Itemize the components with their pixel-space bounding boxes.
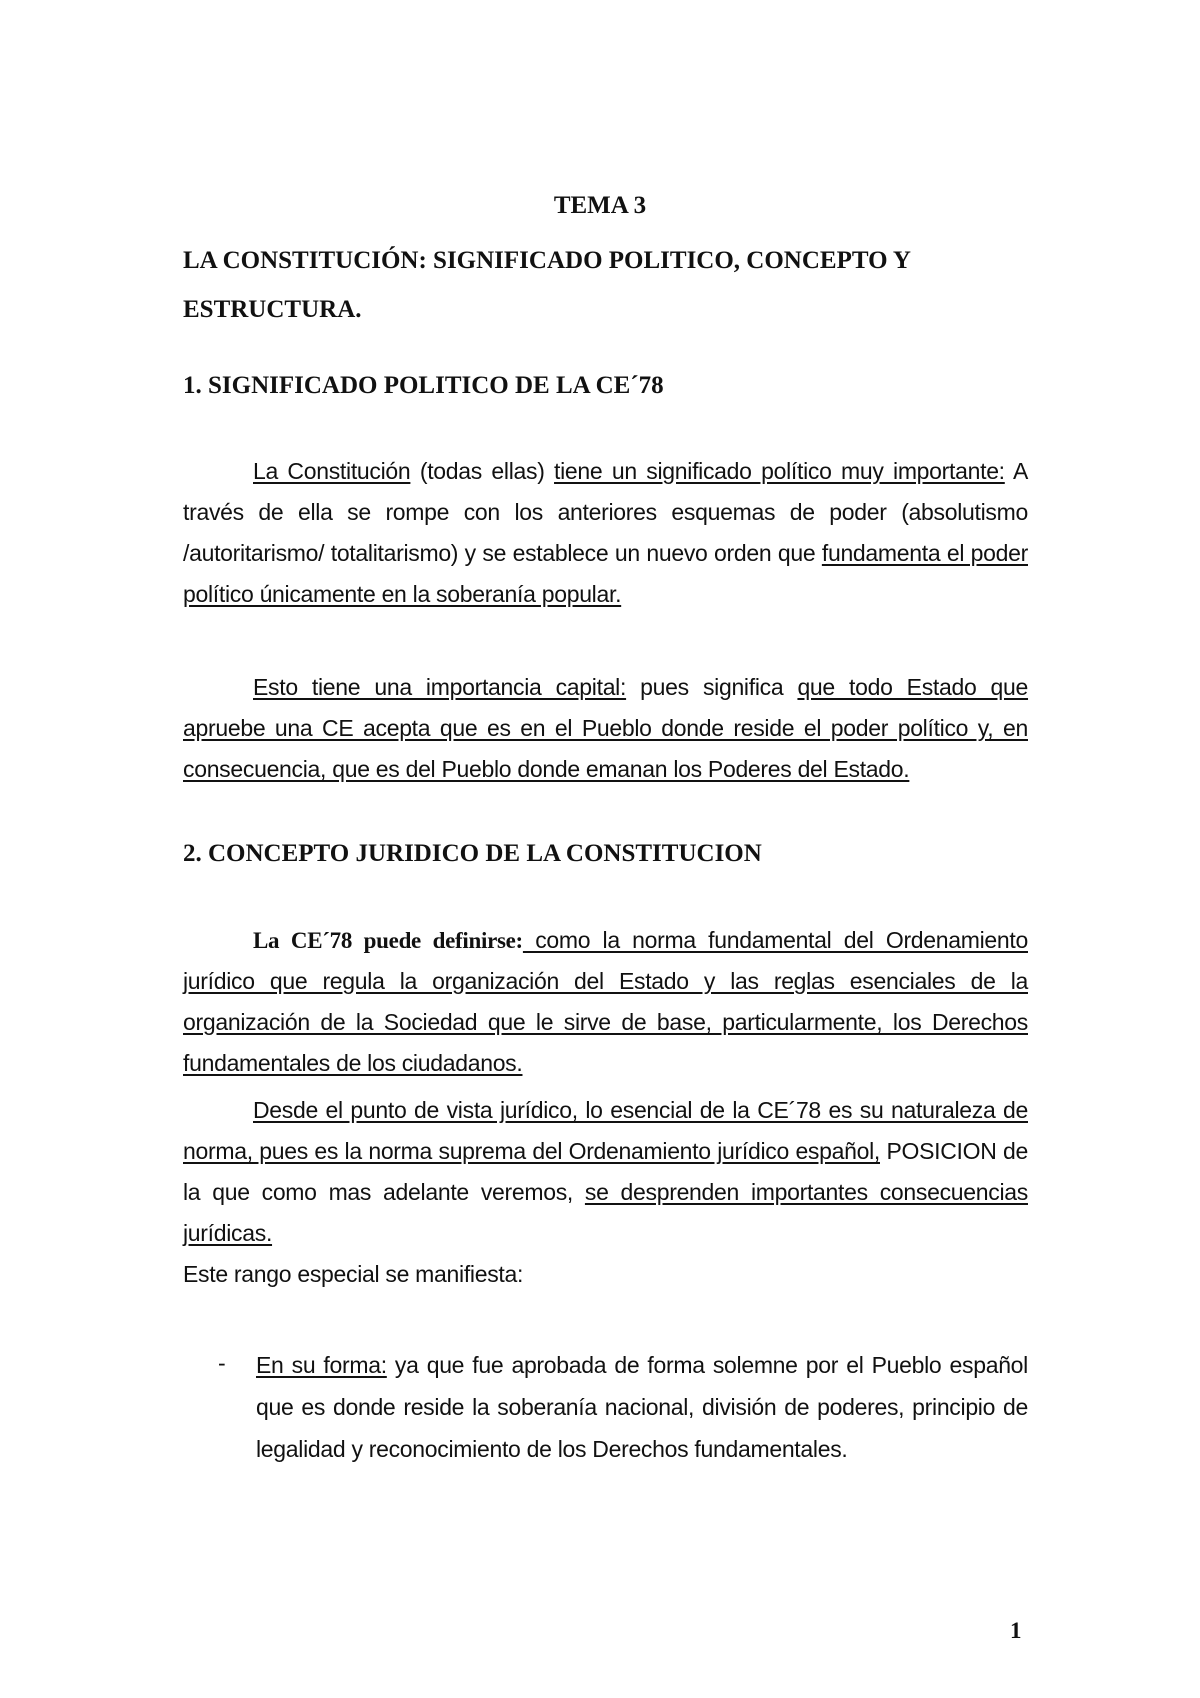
section-1-paragraph-1 <box>183 451 1028 615</box>
underlined-text: En su forma: <box>256 1352 387 1378</box>
bold-lead: La CE´78 puede definirse: <box>253 928 523 953</box>
page-number: 1 <box>1010 1618 1022 1643</box>
plain-text: pues significa <box>626 674 798 700</box>
document-title: LA CONSTITUCIÓN: SIGNIFICADO POLITICO, CONCEPTO Y ESTRUCTURA. <box>183 247 910 323</box>
section-2-heading: 2. CONCEPTO JURIDICO DE LA CONSTITUCION <box>183 840 762 867</box>
section-2-paragraph-3: Este rango especial se manifiesta: <box>183 1261 524 1287</box>
plain-text: ya que fue aprobada de forma solemne por el Pueblo español que es donde reside la soberanía nacional, división de poderes, principio de legalidad y reconocimiento de los Derechos fundamentales. <box>256 1352 1028 1462</box>
plain-text: (todas ellas) <box>410 458 555 484</box>
underlined-text: se desprenden importantes consecuencias jurídicas. <box>183 1179 1028 1246</box>
underlined-text: Esto tiene una importancia capital: <box>253 674 627 700</box>
bullet-dash: - <box>218 1350 226 1376</box>
underlined-text: como la norma fundamental del Ordenamiento jurídico que regula la organización del Estado y las reglas esenciales de la organización de la Sociedad que le sirve de base, particularmente, los Derechos fundamentales de los ciudadanos. <box>183 927 1028 1076</box>
underlined-text: La Constitución <box>253 458 411 484</box>
underlined-text: Desde el punto de vista jurídico, lo esencial de la CE´78 es su naturaleza de norma, pues es la norma suprema del Ordenamiento jurídico español, <box>183 1097 1028 1164</box>
underlined-text: fundamenta el poder político únicamente en la soberanía popular. <box>183 540 1028 607</box>
section-2-paragraph-2 <box>183 1090 1028 1254</box>
underlined-text: que todo Estado que apruebe una CE acepta que es en el Pueblo donde reside el poder político y, en consecuencia, que es del Pueblo donde emanan los Poderes del Estado. <box>183 674 1029 782</box>
section-2-paragraph-1 <box>183 920 1028 1084</box>
section-1-heading: 1. SIGNIFICADO POLITICO DE LA CE´78 <box>183 372 664 399</box>
bullet-item <box>256 1344 1028 1470</box>
tema-label: TEMA 3 <box>553 192 647 219</box>
underlined-text: tiene un significado político muy importante: <box>554 458 1005 484</box>
plain-text: A través de ella se rompe con los anteriores esquemas de poder (absolutismo /autoritarismo/ totalitarismo) y se establece un nuevo orden que <box>183 458 1028 566</box>
section-1-paragraph-2 <box>183 667 1028 790</box>
plain-text: POSICION de la que como mas adelante veremos, <box>183 1138 1028 1205</box>
